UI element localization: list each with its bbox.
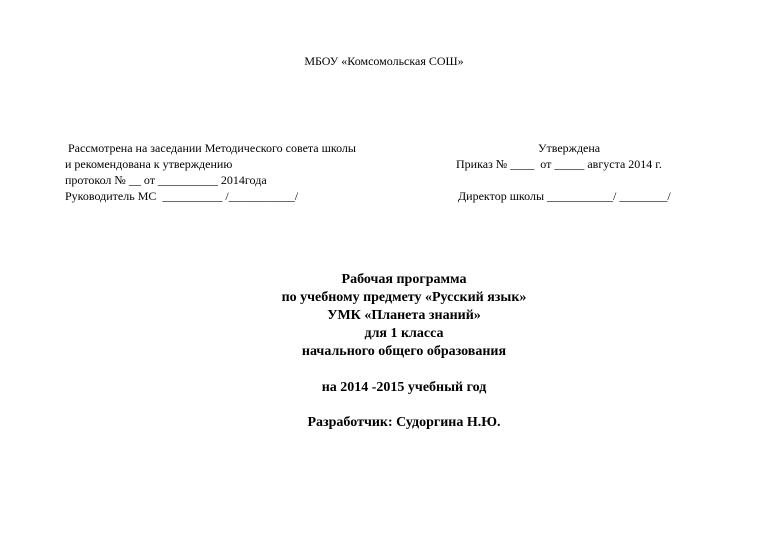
spacer [0,397,768,414]
program-umk: УМК «Планета знаний» [327,308,481,323]
protocol-line: протокол № __ от __________ 2014года [65,173,267,187]
program-year: на 2014 -2015 учебный год [321,380,487,395]
spacer [0,361,768,379]
program-subject: по учебному предмету «Русский язык» [281,290,527,305]
director-signature-line: Директор школы ___________/ ________/ [458,189,671,203]
head-signature-line: Руководитель МС __________ /___________/ [65,189,299,203]
considered-line-2: и рекомендована к утверждению [65,157,233,171]
order-line: Приказ № ____ от _____ августа 2014 г. [456,157,662,171]
program-title-block [0,271,768,432]
school-name: МБОУ «Комсомольская СОШ» [304,54,464,68]
considered-line-1: Рассмотрена на заседании Методического совета школы [65,141,356,155]
approved-title: Утверждена [538,141,601,155]
spacer [440,172,720,188]
approved-block [440,140,720,204]
program-developer: Разработчик: Судоргина Н.Ю. [307,415,501,430]
program-level: начального общего образования [301,344,507,359]
considered-block [65,140,425,204]
program-grade: для 1 класса [364,326,444,341]
program-title: Рабочая программа [341,272,467,287]
